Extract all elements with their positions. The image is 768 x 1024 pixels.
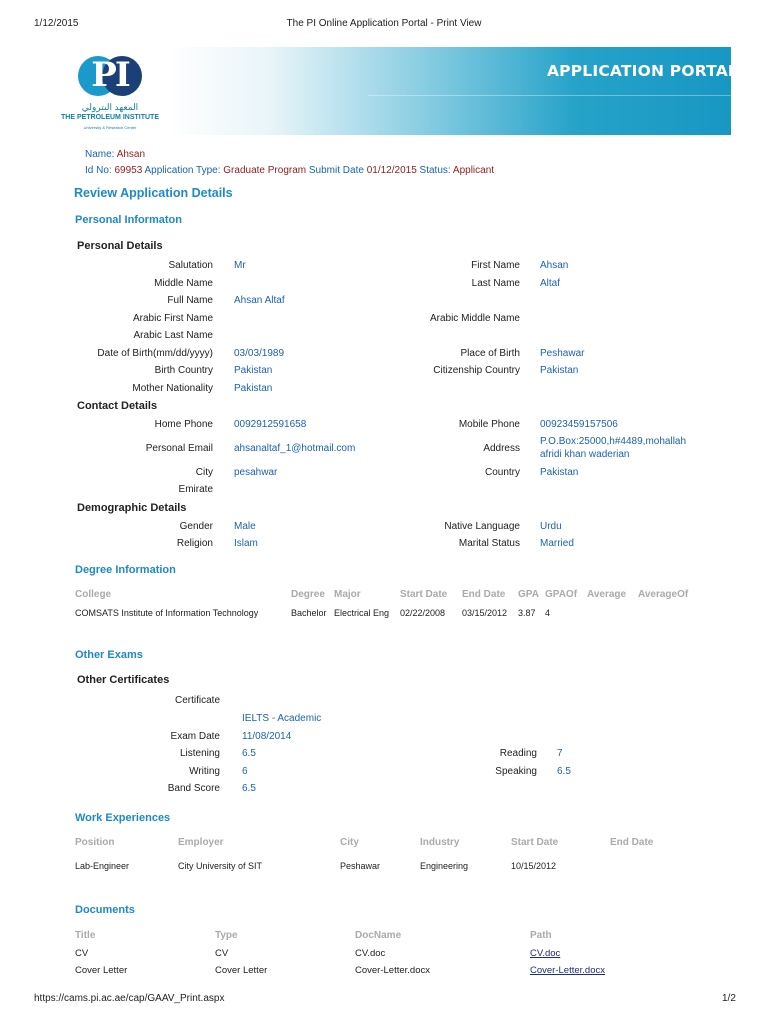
citizenship-value: Pakistan [540, 365, 579, 376]
certificate-value: IELTS - Academic [242, 713, 322, 724]
reading-score: 7 [557, 748, 563, 759]
email-value: ahsanaltaf_1@hotmail.com [234, 443, 356, 454]
address-line-2: afridi khan waderian [540, 449, 630, 460]
native-language-value: Urdu [540, 521, 562, 532]
print-url: https://cams.pi.ac.ae/cap/GAAV_Print.aspx [34, 993, 225, 1004]
listening-score: 6.5 [242, 748, 256, 759]
other-exams-title: Other Exams [75, 649, 143, 661]
logo-subtitle: University & Research Center [83, 125, 137, 130]
birth-country-value: Pakistan [234, 365, 273, 376]
mother-nationality-value: Pakistan [234, 383, 273, 394]
marital-status-value: Married [540, 538, 574, 549]
print-date: 1/12/2015 [34, 18, 79, 29]
application-status: Applicant [452, 165, 495, 176]
documents-title: Documents [75, 904, 135, 916]
other-certificates-title: Other Certificates [77, 674, 170, 686]
full-name-value: Ahsan Altaf [234, 295, 285, 306]
logo-letters: PI [91, 55, 129, 95]
print-title: The PI Online Application Portal - Print View [286, 18, 482, 29]
writing-score: 6 [242, 766, 248, 777]
document-link-cover-letter[interactable]: Cover-Letter.docx [530, 965, 605, 976]
degree-section-title: Degree Information [75, 564, 176, 576]
home-phone-value: 0092912591658 [234, 419, 307, 430]
gender-value: Male [234, 521, 256, 532]
last-name-value: Altaf [540, 278, 561, 289]
institute-logo [60, 52, 180, 142]
personal-details-title: Personal Details [77, 240, 163, 252]
applicant-info-line: Id No: 69953 Application Type: Graduate Program Submit Date 01/12/2015 Status: Applicant [85, 165, 495, 176]
city-value: pesahwar [234, 467, 278, 478]
portal-title: APPLICATION PORTAL [546, 62, 738, 80]
exam-date-value: 11/08/2014 [242, 731, 292, 742]
application-type: Graduate Program [223, 165, 307, 176]
contact-details-title: Contact Details [77, 400, 158, 412]
first-name-value: Ahsan [540, 260, 569, 271]
demographic-details-title: Demographic Details [77, 502, 187, 514]
print-page-number: 1/2 [722, 993, 736, 1004]
header-banner [168, 47, 731, 135]
religion-value: Islam [234, 538, 258, 549]
applicant-name: Ahsan [116, 149, 146, 160]
address-line-1: P.O.Box:25000,h#4489,mohallah [540, 436, 687, 447]
mobile-phone-value: 00923459157506 [540, 419, 618, 430]
applicant-name-line: Name: Ahsan [85, 149, 146, 160]
logo-institute-name: THE PETROLEUM INSTITUTE [61, 114, 159, 121]
band-score: 6.5 [242, 783, 256, 794]
dob-value: 03/03/1989 [234, 348, 285, 359]
personal-section-title: Personal Informaton [75, 214, 182, 226]
salutation-value: Mr [234, 260, 246, 271]
submit-date: 01/12/2015 [366, 165, 417, 176]
work-experiences-title: Work Experiences [75, 812, 171, 824]
logo-arabic-text: المعهد البترولي [81, 102, 139, 112]
review-title: Review Application Details [74, 186, 233, 200]
place-of-birth-value: Peshawar [540, 348, 585, 359]
applicant-id: 69953 [114, 165, 143, 176]
country-value: Pakistan [540, 467, 579, 478]
speaking-score: 6.5 [557, 766, 571, 777]
document-link-cv[interactable]: CV.doc [530, 948, 561, 959]
